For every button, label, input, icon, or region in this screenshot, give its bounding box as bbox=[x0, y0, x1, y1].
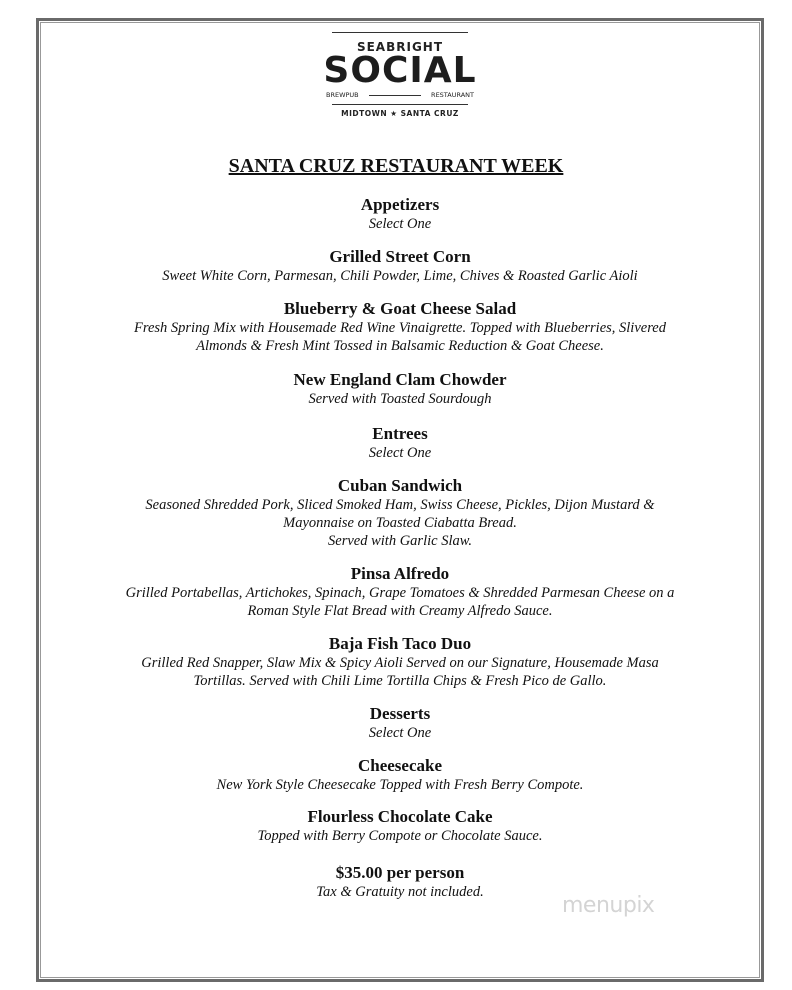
menu-item bbox=[60, 247, 740, 285]
section-heading: Desserts bbox=[369, 704, 431, 723]
item-description: Grilled Portabellas, Artichokes, Spinach, Grape Tomatoes & Shredded Parmesan Cheese on a bbox=[125, 585, 675, 601]
menu-item bbox=[60, 807, 740, 845]
item-name: Flourless Chocolate Cake bbox=[307, 807, 493, 826]
item-description: Served with Garlic Slaw. bbox=[328, 533, 472, 549]
item-description: Fresh Spring Mix with Housemade Red Wine Vinaigrette. Topped with Blueberries, Slivered bbox=[134, 320, 666, 336]
item-description: New York Style Cheesecake Topped with Fresh Berry Compote. bbox=[216, 777, 584, 793]
price-note: Tax & Gratuity not included. bbox=[316, 884, 484, 900]
item-description: Almonds & Fresh Mint Tossed in Balsamic Reduction & Goat Cheese. bbox=[196, 338, 604, 354]
item-description: Grilled Red Snapper, Slaw Mix & Spicy Aioli Served on our Signature, Housemade Masa bbox=[141, 655, 659, 671]
section-heading: Appetizers bbox=[360, 195, 440, 214]
menu-item bbox=[60, 476, 740, 550]
item-name: Blueberry & Goat Cheese Salad bbox=[283, 299, 517, 318]
section-desserts bbox=[60, 704, 740, 742]
section-note: Select One bbox=[368, 445, 432, 461]
menu-item bbox=[60, 564, 740, 620]
menu-item bbox=[60, 756, 740, 794]
menu-title: SANTA CRUZ RESTAURANT WEEK bbox=[228, 155, 564, 177]
logo-location-text: MIDTOWN ★ SANTA CRUZ bbox=[341, 109, 459, 118]
item-description: Roman Style Flat Bread with Creamy Alfredo Sauce. bbox=[247, 603, 553, 619]
section-note: Select One bbox=[368, 725, 432, 741]
item-description: Mayonnaise on Toasted Ciabatta Bread. bbox=[283, 515, 517, 531]
logo-divider bbox=[369, 95, 421, 96]
item-name: Pinsa Alfredo bbox=[350, 564, 450, 583]
item-description: Tortillas. Served with Chili Lime Tortilla Chips & Fresh Pico de Gallo. bbox=[193, 673, 607, 689]
section-note: Select One bbox=[368, 216, 432, 232]
item-name: Cheesecake bbox=[357, 756, 443, 775]
logo-left-text: BREWPUB bbox=[326, 91, 359, 99]
menu-item bbox=[60, 634, 740, 690]
item-name: Grilled Street Corn bbox=[329, 247, 471, 266]
item-name: New England Clam Chowder bbox=[293, 370, 507, 389]
item-name: Baja Fish Taco Duo bbox=[328, 634, 472, 653]
item-description: Topped with Berry Compote or Chocolate Sauce. bbox=[257, 828, 543, 844]
item-description: Served with Toasted Sourdough bbox=[308, 391, 492, 407]
logo-main-text: SOCIAL bbox=[323, 50, 477, 91]
item-description: Seasoned Shredded Pork, Sliced Smoked Ham, Swiss Cheese, Pickles, Dijon Mustard & bbox=[145, 497, 655, 513]
logo-subline bbox=[326, 91, 474, 99]
section-entrees bbox=[60, 424, 740, 462]
logo-top-text: SEABRIGHT bbox=[356, 40, 444, 54]
section-appetizers bbox=[60, 195, 740, 233]
item-name: Cuban Sandwich bbox=[337, 476, 463, 495]
logo-rule bbox=[332, 32, 468, 33]
restaurant-logo bbox=[320, 32, 480, 132]
logo-right-text: RESTAURANT bbox=[431, 91, 474, 99]
menu-item bbox=[60, 370, 740, 408]
price-amount: $35.00 per person bbox=[335, 863, 465, 882]
watermark: menupix bbox=[562, 893, 655, 918]
section-heading: Entrees bbox=[372, 424, 428, 443]
menu-item bbox=[60, 299, 740, 355]
item-description: Sweet White Corn, Parmesan, Chili Powder, Lime, Chives & Roasted Garlic Aioli bbox=[162, 268, 638, 284]
